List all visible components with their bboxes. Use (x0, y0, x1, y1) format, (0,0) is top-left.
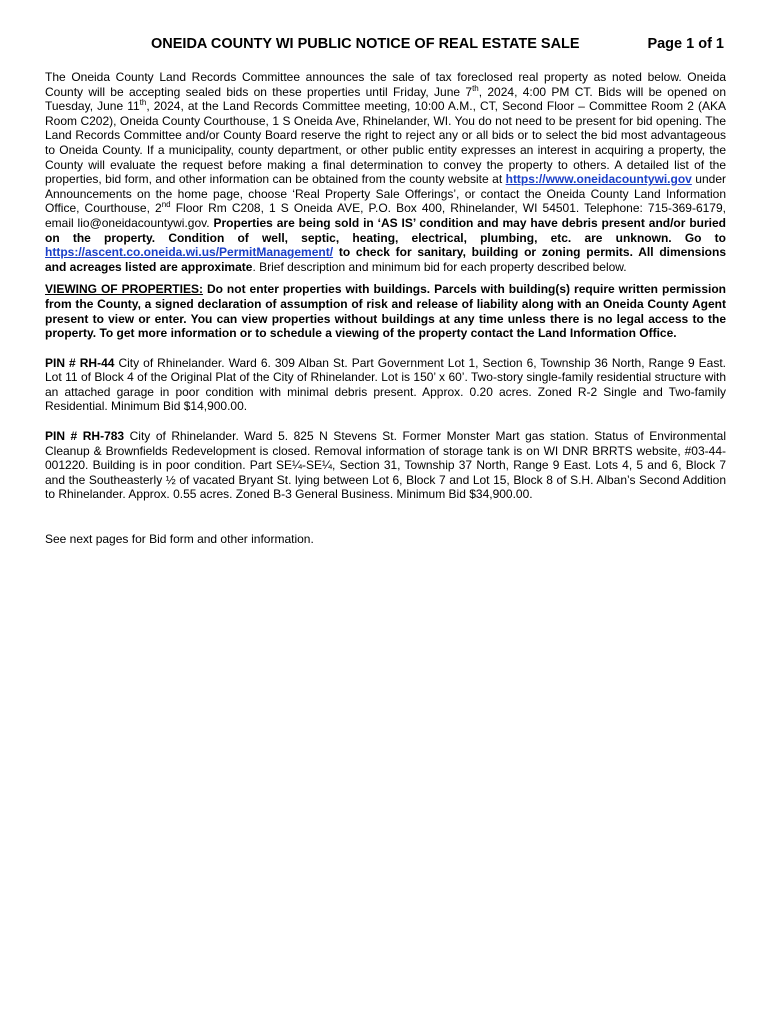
county-website-link[interactable]: https://www.oneidacountywi.gov (505, 172, 692, 187)
page-number: Page 1 of 1 (647, 36, 724, 52)
viewing-body: Do not enter properties with buildings. Parcels with building(s) require written permission from the County, a signed declaration of assumption of risk and release of liability along with an Oneida County Agent present to view or enter. You can view properties without buildings at any time unless there is no legal access to the property. To get more information or to schedule a viewing of the property contact the Land Information Office. (45, 282, 727, 341)
viewing-paragraph (45, 282, 726, 340)
footer-note: See next pages for Bid form and other information. (45, 532, 314, 547)
intro-text-6: . Brief description and minimum bid for each property described below. (252, 259, 627, 274)
property-entry (45, 356, 726, 414)
permit-warning: to check for sanitary, building or zoning permits. All dimensions and acreages listed are approximate (45, 245, 726, 274)
intro-text-4: under Announcements on the home page, choose ‘Real Property Sale Offerings’, or contact the Oneida County Land Information Office, Courthouse, 2 (45, 172, 726, 216)
intro-paragraph (45, 70, 726, 274)
permit-management-link[interactable]: https://ascent.co.oneida.wi.us/PermitManagement/ (45, 245, 334, 260)
property-pin: PIN # RH-44 (45, 355, 115, 370)
ordinal-suffix: th (139, 98, 147, 108)
intro-text-5: Floor Rm C208, 1 S Oneida AVE, P.O. Box 400, Rhinelander, WI 54501. Telephone: 715-369-6179, email lio@oneidacountywi.gov. (45, 201, 726, 230)
viewing-heading: VIEWING OF PROPERTIES: (45, 282, 203, 297)
property-description: City of Rhinelander. Ward 5. 825 N Stevens St. Former Monster Mart gas station. Status of Environmental Cleanup & Brownfields Redevelopment is closed. Removal information of storage tank is on WI DNR BRRTS website, #03-44-001220. Building is in poor condition. Part SE¼-SE¼, Section 31, Township 37 North, Range 9 East. Lots 4, 5 and 6, Block 7 and the Southeasterly ½ of vacated Bryant St. lying between Lot 6, Block 7 and Lot 15, Block 8 of S.H. Alban’s Second Addition to Rhinelander. Approx. 0.55 acres. Zoned B-3 General Business. Minimum Bid $34,900.00. (45, 429, 727, 502)
ordinal-suffix: nd (161, 200, 171, 210)
property-entry (45, 429, 726, 502)
ordinal-suffix: th (472, 83, 479, 93)
document-page (45, 36, 726, 547)
property-pin: PIN # RH-783 (45, 429, 125, 444)
page-title: ONEIDA COUNTY WI PUBLIC NOTICE OF REAL ESTATE SALE (151, 36, 580, 52)
property-description: City of Rhinelander. Ward 6. 309 Alban St. Part Government Lot 1, Section 6, Township 36 North, Range 9 East. Lot 11 of Block 4 of the Original Plat of the City of Rhinelander. Lot is 150’ x 60’. Two-story single-family residential structure with an attached garage in poor condition with minimal debris present. Approx. 0.20 acres. Zoned R-2 Single and Two-family Residential. Minimum Bid $14,900.00. (45, 355, 726, 414)
as-is-warning: Properties are being sold in ‘AS IS’ condition and may have debris present and/or buried on the property. Condition of well, septic, heating, electrical, plumbing, etc. are unknown. Go to (45, 215, 726, 245)
document-header (45, 36, 726, 54)
intro-text-3: , 2024, at the Land Records Committee meeting, 10:00 A.M., CT, Second Floor – Committee Room 2 (AKA Room C202), Oneida County Courthouse, 1 S Oneida Ave, Rhinelander, WI. You do not need to be present for bid opening. The Land Records Committee and/or County Board reserve the right to reject any or all bids or to select the bid most advantageous to Oneida County. If a municipality, county department, or other public entity expresses an interest in acquiring a property, the County will evaluate the request before making a final determination to convey the property to others. A detailed list of the properties, bid form, and other information can be obtained from the county website at (45, 99, 727, 187)
intro-text-1: The Oneida County Land Records Committee announces the sale of tax foreclosed real property as noted below. Oneida County will be accepting sealed bids on these properties until Friday, June 7 (45, 70, 726, 99)
intro-text-2: , 2024, 4:00 PM CT. Bids will be opened on Tuesday, June 11 (45, 84, 726, 114)
